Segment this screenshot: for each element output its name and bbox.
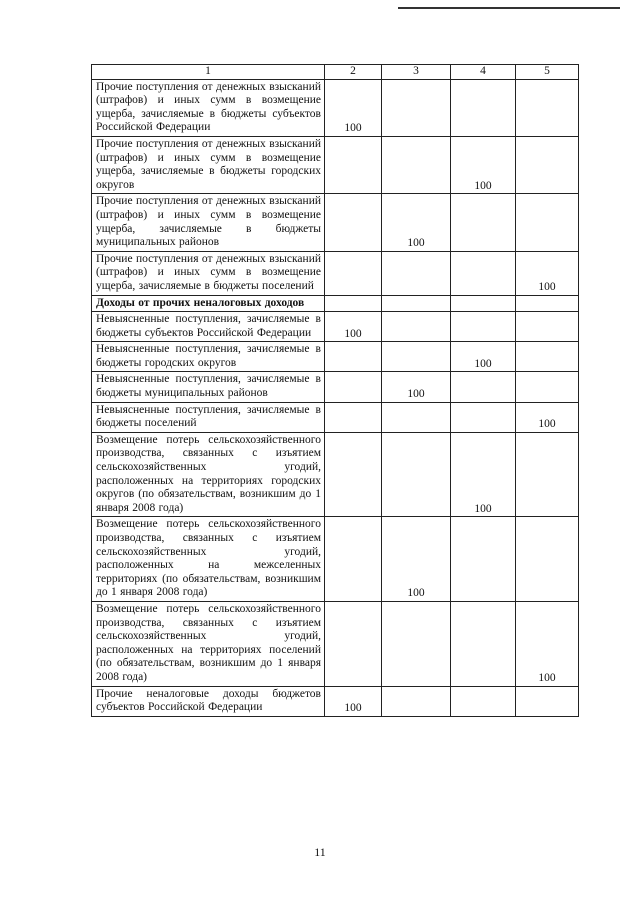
percent-cell-col-4 [451, 194, 516, 251]
percent-cell-col-4 [451, 517, 516, 602]
percent-cell-col-2 [325, 432, 382, 517]
percent-cell-col-5 [516, 136, 579, 193]
percent-cell-col-5 [516, 517, 579, 602]
column-header-3: 3 [382, 65, 451, 80]
column-header-5: 5 [516, 65, 579, 80]
revenue-name-cell: Невыясненные поступления, зачисляемые в бюджеты городских округов [92, 342, 325, 372]
percent-cell-col-3 [382, 136, 451, 193]
percent-cell-col-5 [516, 686, 579, 716]
percent-cell-col-2 [325, 342, 382, 372]
percent-cell-col-4: 100 [451, 342, 516, 372]
percent-cell-col-3: 100 [382, 194, 451, 251]
percent-cell-col-2 [325, 194, 382, 251]
revenue-name-cell: Прочие поступления от денежных взысканий (штрафов) и иных сумм в возмещение ущерба, зачисляемые в бюджеты муниципальных районов [92, 194, 325, 251]
percent-cell-col-2 [325, 402, 382, 432]
table-body [92, 79, 579, 716]
percent-cell-col-3 [382, 295, 451, 312]
percent-cell-col-4 [451, 79, 516, 136]
section-heading-cell: Доходы от прочих неналоговых доходов [92, 295, 325, 312]
revenue-name-cell: Невыясненные поступления, зачисляемые в бюджеты субъектов Российской Федерации [92, 312, 325, 342]
percent-cell-col-4 [451, 312, 516, 342]
table-row [92, 372, 579, 402]
table-row [92, 312, 579, 342]
percent-cell-col-3 [382, 342, 451, 372]
table-row [92, 601, 579, 686]
table-row [92, 342, 579, 372]
revenue-name-cell: Прочие поступления от денежных взысканий (штрафов) и иных сумм в возмещение ущерба, зачисляемые в бюджеты субъектов Российской Федерации [92, 79, 325, 136]
percent-cell-col-5 [516, 194, 579, 251]
revenue-name-cell: Прочие поступления от денежных взысканий (штрафов) и иных сумм в возмещение ущерба, зачисляемые в бюджеты поселений [92, 251, 325, 295]
column-header-4: 4 [451, 65, 516, 80]
percent-cell-col-3 [382, 601, 451, 686]
revenue-distribution-table [91, 64, 579, 717]
revenue-name-cell: Возмещение потерь сельскохозяйственного производства, связанных с изъятием сельскохозяйственных угодий, расположенных на межселенных территориях (по обязательствам, возникшим до 1 января 2008 года) [92, 517, 325, 602]
percent-cell-col-5: 100 [516, 251, 579, 295]
revenue-name-cell: Невыясненные поступления, зачисляемые в бюджеты поселений [92, 402, 325, 432]
percent-cell-col-2 [325, 295, 382, 312]
table-row [92, 686, 579, 716]
percent-cell-col-3 [382, 432, 451, 517]
percent-cell-col-5 [516, 372, 579, 402]
top-rule [398, 7, 620, 9]
percent-cell-col-2 [325, 372, 382, 402]
table-row [92, 194, 579, 251]
percent-cell-col-4: 100 [451, 136, 516, 193]
percent-cell-col-3 [382, 402, 451, 432]
table-row [92, 402, 579, 432]
percent-cell-col-2 [325, 601, 382, 686]
percent-cell-col-2 [325, 136, 382, 193]
table-row [92, 136, 579, 193]
percent-cell-col-2: 100 [325, 686, 382, 716]
percent-cell-col-4 [451, 372, 516, 402]
percent-cell-col-4 [451, 601, 516, 686]
table-row [92, 251, 579, 295]
revenue-name-cell: Возмещение потерь сельскохозяйственного производства, связанных с изъятием сельскохозяйственных угодий, расположенных на территориях поселений (по обязательствам, возникшим до 1 января 2008 года) [92, 601, 325, 686]
column-header-1: 1 [92, 65, 325, 80]
percent-cell-col-3 [382, 79, 451, 136]
table-header-row [92, 65, 579, 80]
percent-cell-col-3: 100 [382, 517, 451, 602]
percent-cell-col-3 [382, 686, 451, 716]
percent-cell-col-5 [516, 342, 579, 372]
percent-cell-col-4 [451, 402, 516, 432]
percent-cell-col-5: 100 [516, 601, 579, 686]
percent-cell-col-4 [451, 251, 516, 295]
percent-cell-col-2: 100 [325, 79, 382, 136]
table-row [92, 432, 579, 517]
revenue-name-cell: Невыясненные поступления, зачисляемые в бюджеты муниципальных районов [92, 372, 325, 402]
percent-cell-col-3: 100 [382, 372, 451, 402]
percent-cell-col-3 [382, 251, 451, 295]
percent-cell-col-4 [451, 295, 516, 312]
revenue-name-cell: Прочие поступления от денежных взысканий (штрафов) и иных сумм в возмещение ущерба, зачисляемые в бюджеты городских округов [92, 136, 325, 193]
revenue-name-cell: Возмещение потерь сельскохозяйственного производства, связанных с изъятием сельскохозяйственных угодий, расположенных на территориях городских округов (по обязательствам, возникшим до 1 января 2008 года) [92, 432, 325, 517]
table-row [92, 295, 579, 312]
percent-cell-col-4: 100 [451, 432, 516, 517]
percent-cell-col-5 [516, 432, 579, 517]
percent-cell-col-2 [325, 517, 382, 602]
page-number: 11 [314, 845, 326, 859]
table-row [92, 79, 579, 136]
percent-cell-col-2 [325, 251, 382, 295]
percent-cell-col-4 [451, 686, 516, 716]
percent-cell-col-5 [516, 295, 579, 312]
percent-cell-col-5 [516, 312, 579, 342]
percent-cell-col-5 [516, 79, 579, 136]
table-row [92, 517, 579, 602]
column-header-2: 2 [325, 65, 382, 80]
percent-cell-col-3 [382, 312, 451, 342]
percent-cell-col-5: 100 [516, 402, 579, 432]
percent-cell-col-2: 100 [325, 312, 382, 342]
revenue-name-cell: Прочие неналоговые доходы бюджетов субъектов Российской Федерации [92, 686, 325, 716]
